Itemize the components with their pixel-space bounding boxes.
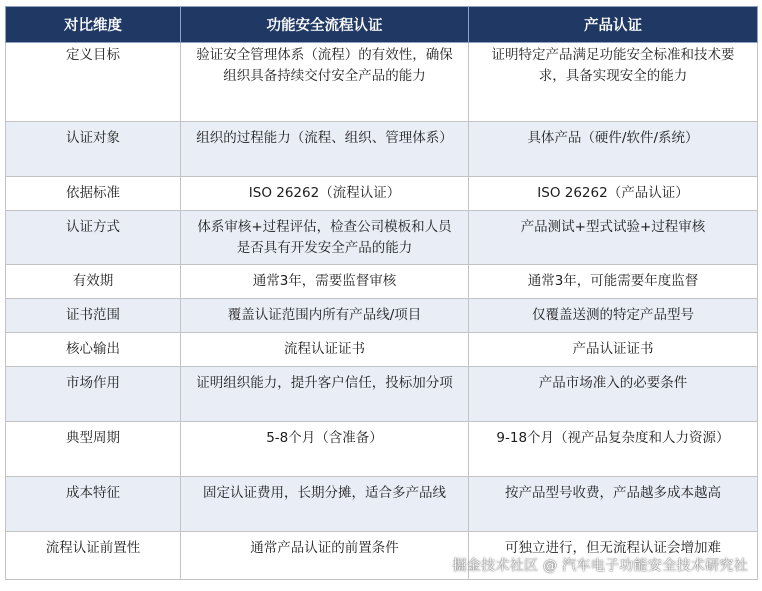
product-cell: 9-18个月（视产品复杂度和人力资源） [469, 422, 758, 477]
watermark: 掘金技术社区 @ 汽车电子功能安全技术研究社 [452, 558, 748, 574]
row-dimension-cell: 核心输出 [6, 333, 181, 367]
row-dimension-cell: 证书范围 [6, 299, 181, 333]
table-row [6, 122, 758, 177]
product-cell: 证明特定产品满足功能安全标准和技术要求，具备实现安全的能力 [469, 43, 758, 122]
table-header-row [6, 7, 758, 43]
table-row [6, 422, 758, 477]
process-cell: 覆盖认证范围内所有产品线/项目 [181, 299, 469, 333]
row-dimension-cell: 认证对象 [6, 122, 181, 177]
product-cell: 产品认证证书 [469, 333, 758, 367]
table-row [6, 299, 758, 333]
process-cell: 通常3年，需要监督审核 [181, 265, 469, 299]
product-cell: 通常3年，可能需要年度监督 [469, 265, 758, 299]
header-product-certification: 产品认证 [469, 7, 758, 43]
product-cell: 具体产品（硬件/软件/系统） [469, 122, 758, 177]
row-dimension-cell: 定义目标 [6, 43, 181, 122]
process-cell: 体系审核+过程评估，检查公司模板和人员是否具有开发安全产品的能力 [181, 211, 469, 265]
table-row [6, 367, 758, 422]
process-cell: 组织的过程能力（流程、组织、管理体系） [181, 122, 469, 177]
process-cell: 流程认证证书 [181, 333, 469, 367]
row-dimension-cell: 市场作用 [6, 367, 181, 422]
table-row [6, 265, 758, 299]
table-row [6, 333, 758, 367]
process-cell: 5-8个月（含准备） [181, 422, 469, 477]
process-cell: 验证安全管理体系（流程）的有效性，确保组织具备持续交付安全产品的能力 [181, 43, 469, 122]
row-dimension-cell: 依据标准 [6, 177, 181, 211]
row-dimension-cell: 流程认证前置性 [6, 532, 181, 580]
product-cell: 仅覆盖送测的特定产品型号 [469, 299, 758, 333]
row-dimension-cell: 有效期 [6, 265, 181, 299]
table-row [6, 477, 758, 532]
product-cell: 产品市场准入的必要条件 [469, 367, 758, 422]
process-cell: 通常产品认证的前置条件 [181, 532, 469, 580]
product-cell: 可独立进行，但无流程认证会增加难 [469, 532, 758, 580]
row-dimension-cell: 认证方式 [6, 211, 181, 265]
row-dimension-cell: 典型周期 [6, 422, 181, 477]
process-cell: 固定认证费用，长期分摊，适合多产品线 [181, 477, 469, 532]
header-dimension: 对比维度 [6, 7, 181, 43]
product-cell: 产品测试+型式试验+过程审核 [469, 211, 758, 265]
header-process-certification: 功能安全流程认证 [181, 7, 469, 43]
product-cell: ISO 26262（产品认证） [469, 177, 758, 211]
row-dimension-cell: 成本特征 [6, 477, 181, 532]
process-cell: ISO 26262（流程认证） [181, 177, 469, 211]
product-cell: 按产品型号收费，产品越多成本越高 [469, 477, 758, 532]
process-cell: 证明组织能力，提升客户信任，投标加分项 [181, 367, 469, 422]
table-row [6, 43, 758, 122]
comparison-table [5, 6, 758, 580]
table-row [6, 177, 758, 211]
table-row [6, 211, 758, 265]
